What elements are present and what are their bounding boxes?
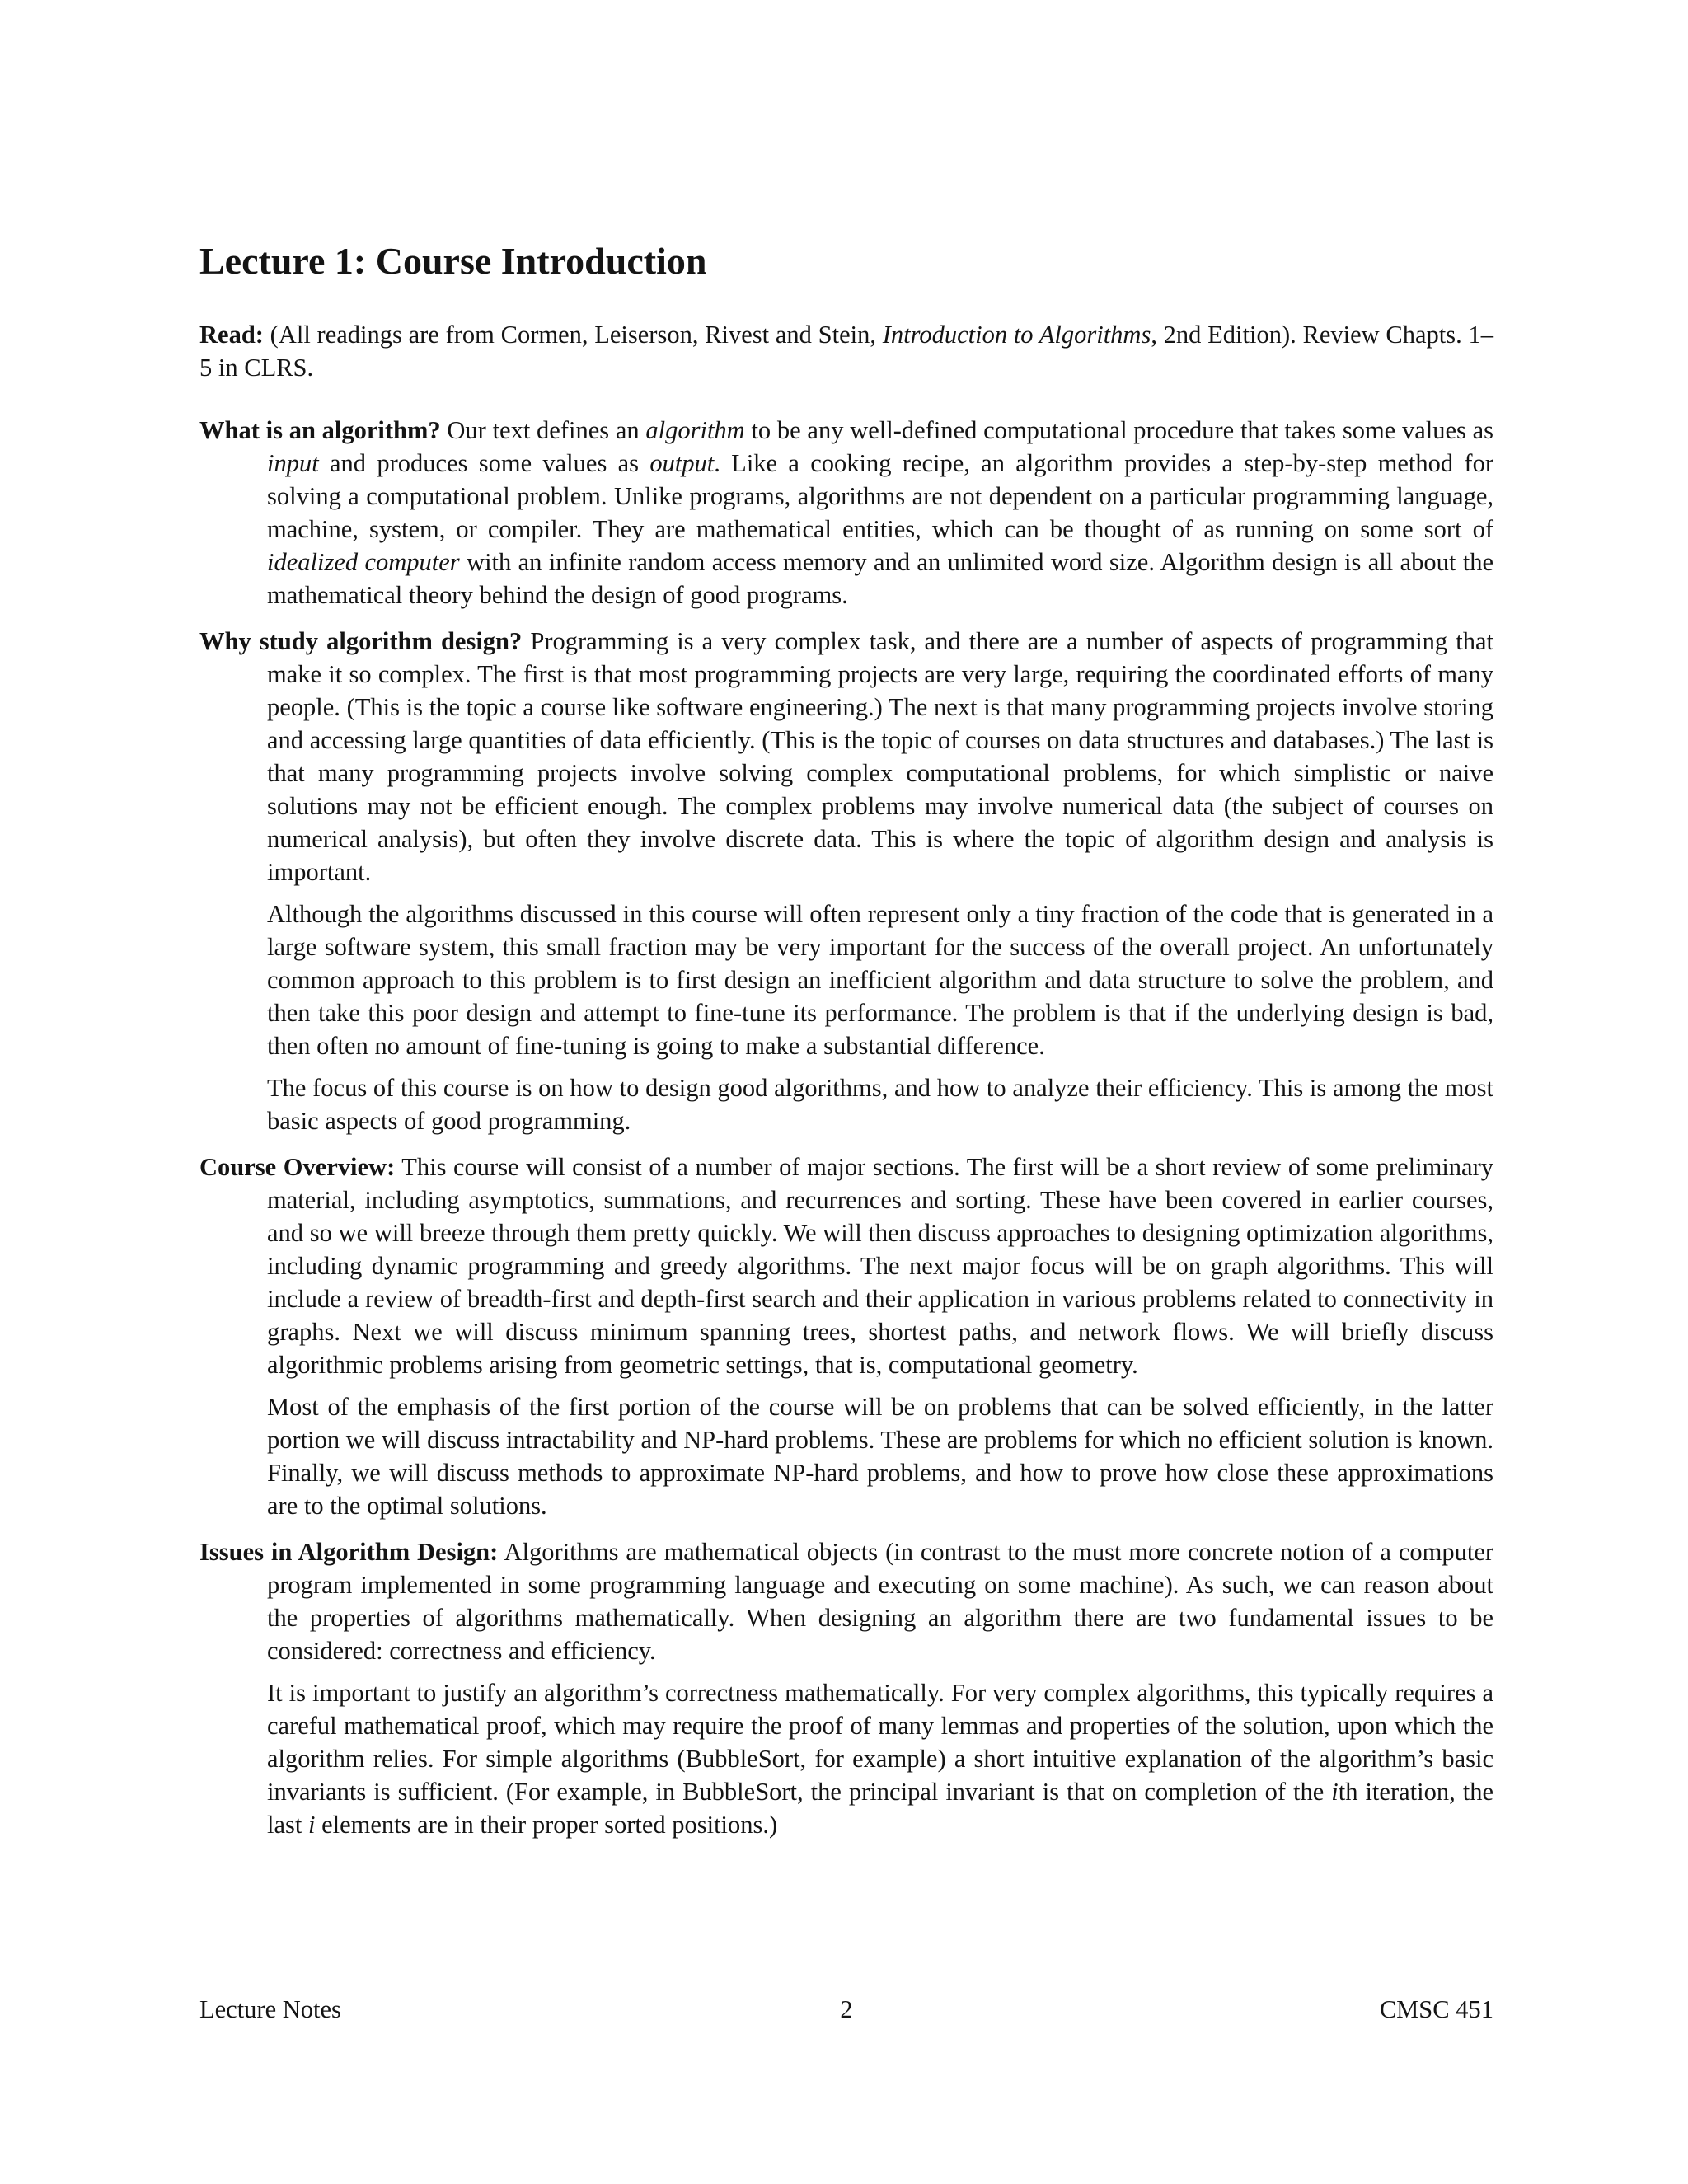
text-run: elements are in their proper sorted positions.)	[315, 1811, 778, 1839]
footer-right: CMSC 451	[1379, 1995, 1493, 2023]
section-course-overview	[199, 1151, 1493, 1522]
read-text-pre: (All readings are from Cormen, Leiserson, Rivest and Stein,	[263, 321, 883, 349]
section-heading: Issues in Algorithm Design:	[199, 1538, 499, 1566]
emphasis: algorithm	[645, 416, 745, 444]
emphasis: output	[649, 449, 715, 477]
book-title: Introduction to Algorithms	[882, 321, 1151, 349]
math-variable: i	[307, 1811, 316, 1839]
text-run: . Like a cooking recipe, an algorithm provides a step-by-step method for solving a computational problem. Unlike programs, algorithms are not dependent on a particular programming language, machine, system, or compiler. They are mathematical entities, which can be thought of as running on some sort of	[267, 449, 1493, 543]
section-heading: What is an algorithm?	[199, 416, 441, 444]
section-why-study-algorithm-design	[199, 625, 1493, 1137]
text-run: Algorithms are mathematical objects (in contrast to the must more concrete notion of a computer program implemented in some programming language and executing on some machine). As such, we can reason about the properties of algorithms mathematically. When designing an algorithm there are two fundamental issues to be considered: correctness and efficiency.	[267, 1538, 1494, 1665]
math-variable: i	[1331, 1778, 1339, 1806]
paragraph: The focus of this course is on how to design good algorithms, and how to analyze their efficiency. This is among the most basic aspects of good programming.	[267, 1074, 1493, 1135]
paragraph	[199, 625, 1493, 888]
text-run: It is important to justify an algorithm’s correctness mathematically. For very complex algorithms, this typically requires a careful mathematical proof, which may require the proof of many lemmas and properties of the solution, upon which the algorithm relies. For simple algorithms (BubbleSort, for example) a short intuitive explanation of the algorithm’s basic invariants is sufficient. (For example, in BubbleSort, the principal invariant is that on completion of the	[267, 1679, 1493, 1806]
page-number: 2	[840, 1995, 853, 2023]
text-run: with an infinite random access memory and an unlimited word size. Algorithm design is all about the mathematical theory behind the design of good programs.	[267, 548, 1494, 609]
paragraph: Although the algorithms discussed in this course will often represent only a tiny fraction of the code that is generated in a large software system, this small fraction may be very important for the success of the overall project. An unfortunately common approach to this problem is to first design an inefficient algorithm and data structure to solve the problem, and then take this poor design and attempt to fine-tune its performance. The problem is that if the underlying design is bad, then often no amount of fine-tuning is going to make a substantial difference.	[267, 900, 1493, 1060]
section-what-is-an-algorithm	[199, 414, 1493, 612]
document-body	[199, 318, 1493, 1854]
footer-left: Lecture Notes	[199, 1995, 341, 2023]
text-run: This course will consist of a number of major sections. The first will be a short review of some preliminary material, including asymptotics, summations, and recurrences and sorting. These have been covered in earlier courses, and so we will breeze through them pretty quickly. We will then discuss approaches to designing optimization algorithms, including dynamic programming and greedy algorithms. The next major focus will be on graph algorithms. This will include a review of breadth-first and depth-first search and their application in various problems related to connectivity in graphs. Next we will discuss minimum spanning trees, shortest paths, and network flows. We will briefly discuss algorithmic problems arising from geometric settings, that is, computational geometry.	[267, 1153, 1493, 1379]
paragraph	[267, 1676, 1493, 1841]
text-run: Our text defines an	[440, 416, 646, 444]
lecture-title: Lecture 1: Course Introduction	[199, 240, 707, 282]
read-text-post: , 2nd Edition). Review Chapts. 1–5 in CLRS.	[199, 321, 1493, 382]
text-run: th iteration, the last	[267, 1778, 1493, 1839]
text-run: and produces some values as	[318, 449, 650, 477]
emphasis: idealized computer	[267, 548, 460, 576]
section-heading: Why study algorithm design?	[199, 627, 523, 655]
section-issues-in-algorithm-design	[199, 1535, 1493, 1841]
paragraph	[199, 414, 1494, 612]
paragraph	[199, 1151, 1493, 1381]
text-run: Programming is a very complex task, and there are a number of aspects of programming that make it so complex. The first is that most programming projects are very large, requiring the coordinated efforts of many people. (This is the topic a course like software engineering.) The next is that many programming projects involve storing and accessing large quantities of data efficiently. (This is the topic of courses on data structures and databases.) The last is that many programming projects involve solving complex computational problems, for which simplistic or naive solutions may not be efficient enough. The complex problems may involve numerical data (the subject of courses on numerical analysis), but often they involve discrete data. This is where the topic of algorithm design and analysis is important.	[267, 627, 1493, 886]
read-label: Read:	[199, 321, 264, 349]
page-footer	[199, 1993, 1493, 2026]
emphasis: input	[267, 449, 319, 477]
text-run: to be any well-defined computational procedure that takes some values as	[744, 416, 1494, 444]
paragraph: Most of the emphasis of the first portion of the course will be on problems that can be solved efficiently, in the latter portion we will discuss intractability and NP-hard problems. These are problems for which no efficient solution is known. Finally, we will discuss methods to approximate NP-hard problems, and how to prove how close these approximations are to the optimal solutions.	[267, 1393, 1493, 1520]
paragraph	[199, 1535, 1494, 1667]
section-heading: Course Overview:	[199, 1153, 396, 1181]
reading-note	[199, 318, 1493, 384]
